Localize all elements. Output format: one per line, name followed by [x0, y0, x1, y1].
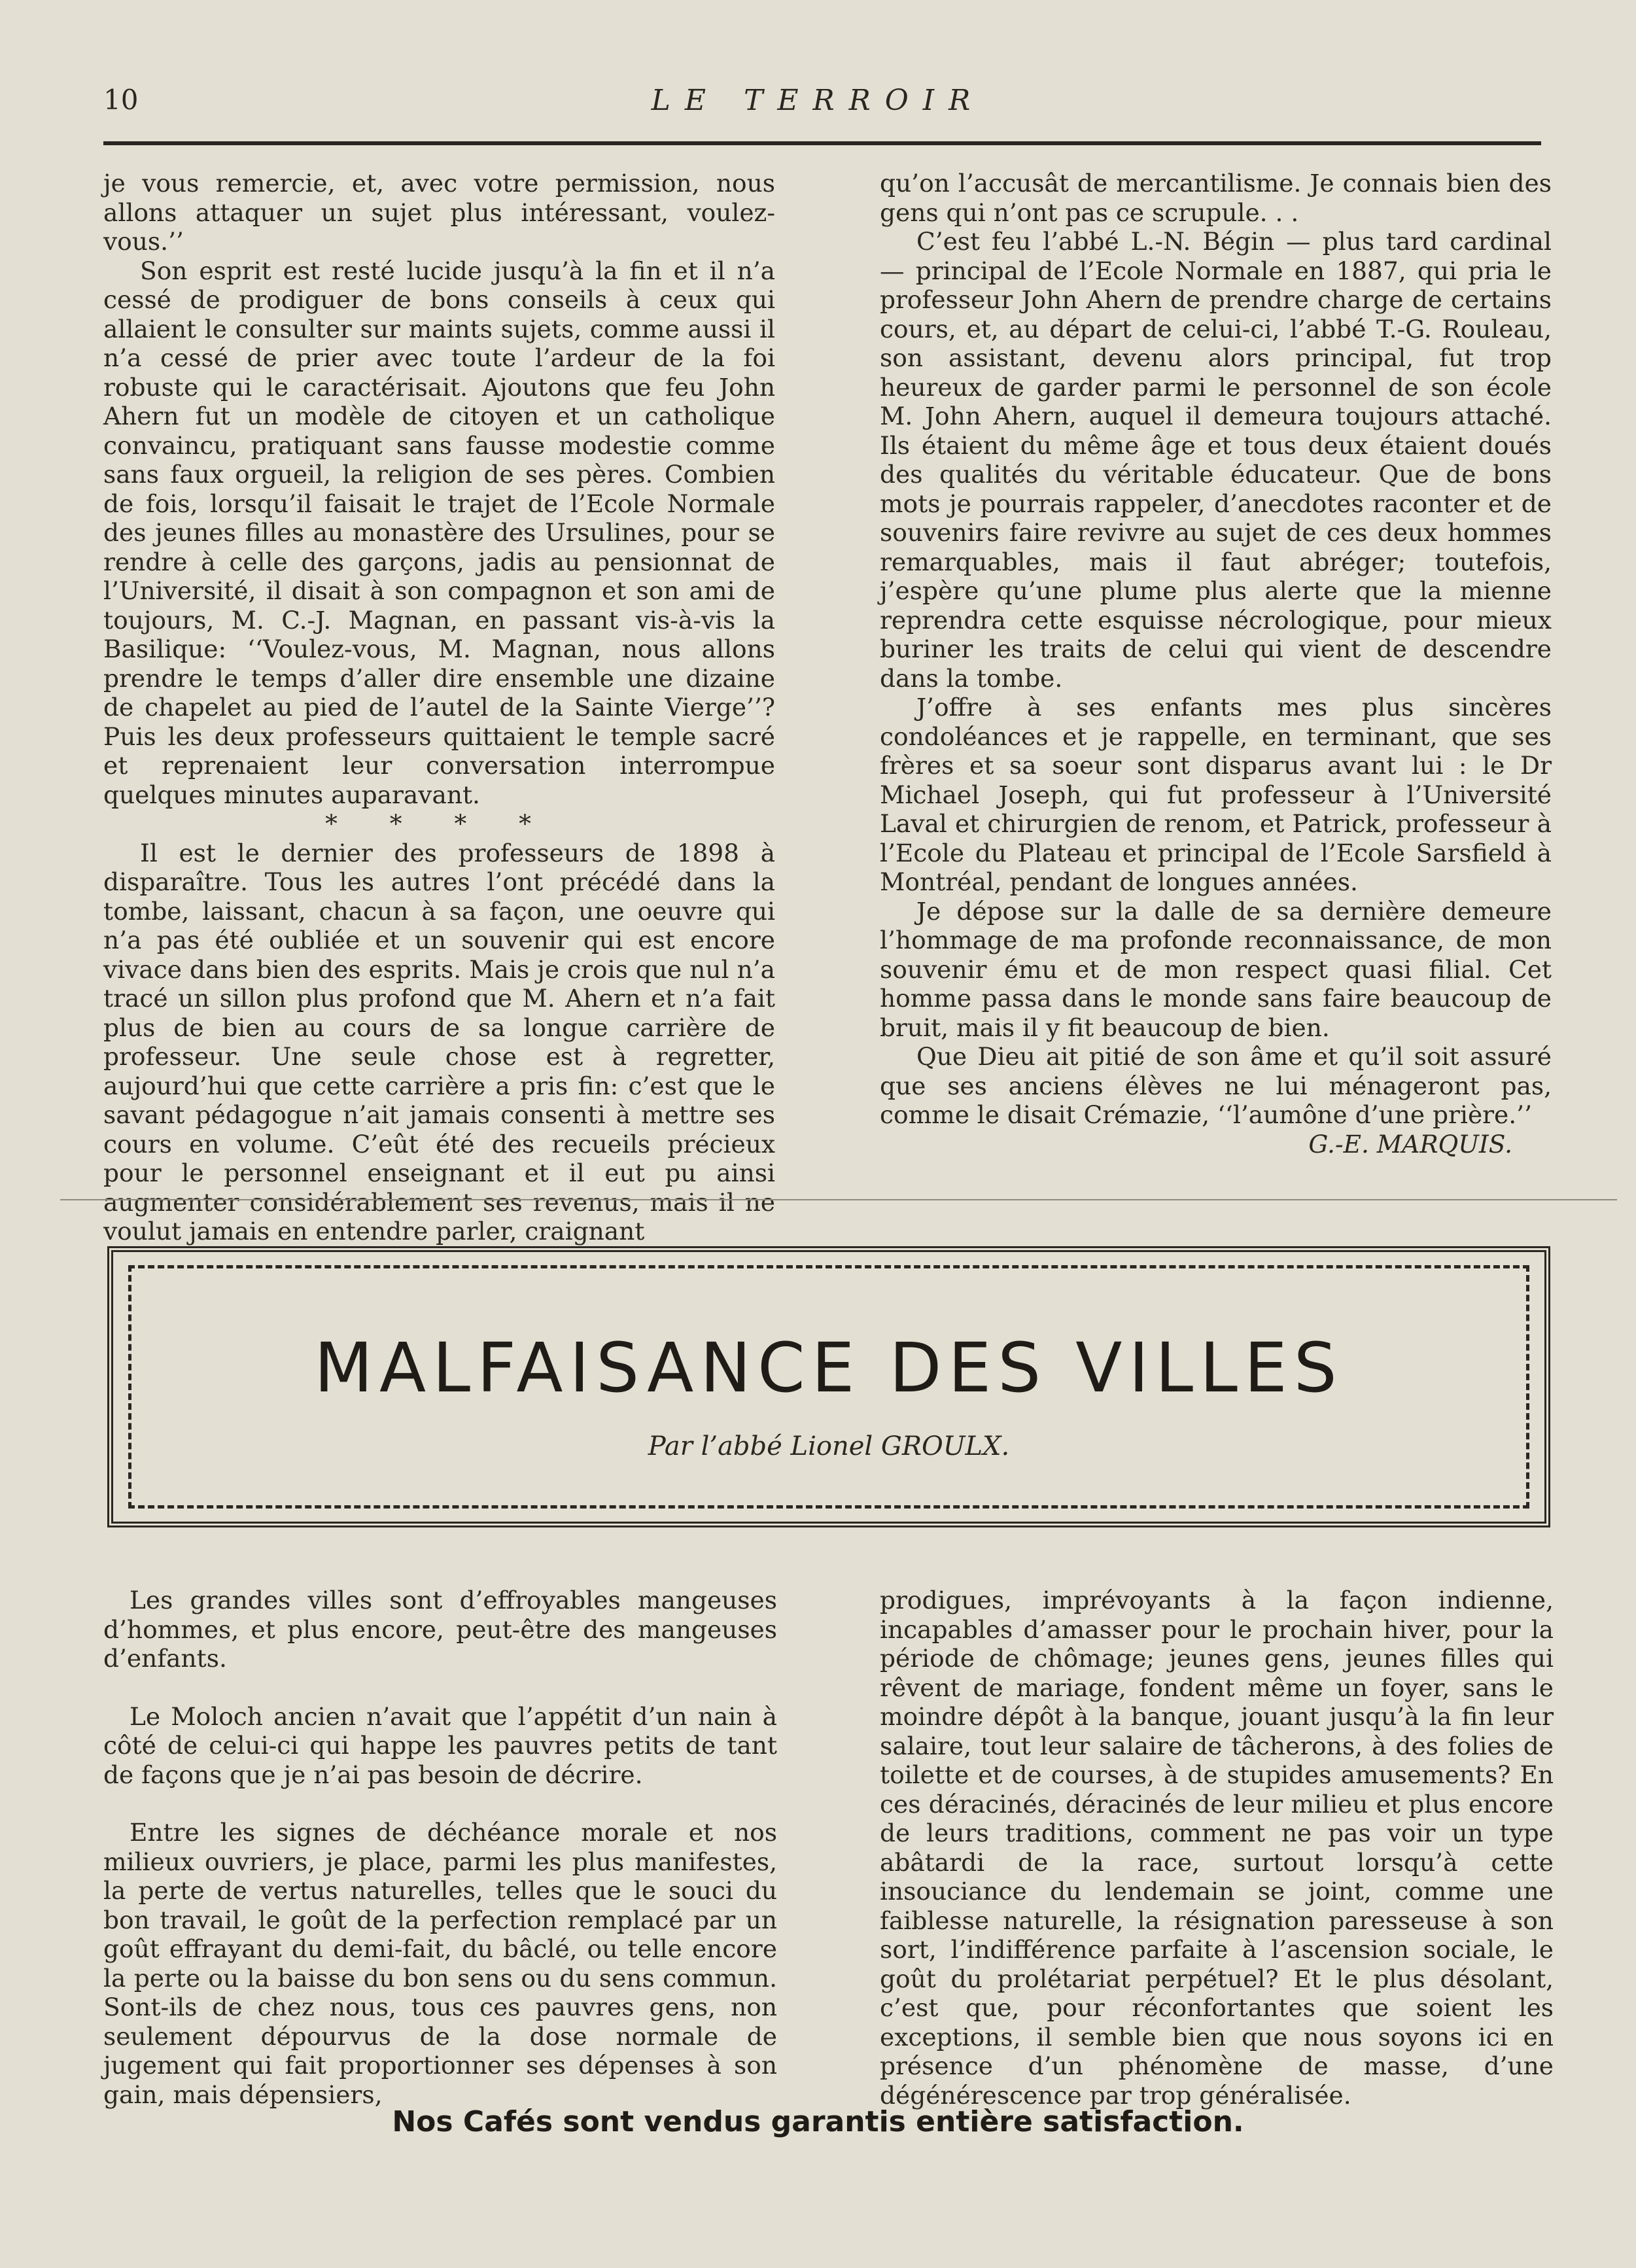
running-head: LE TERROIR: [651, 84, 985, 117]
paragraph: je vous remercie, et, avec votre permission, nous allons attaquer un sujet plus intéressant, voulez-vous.’’: [103, 169, 775, 256]
article-byline: Par l’abbé Lionel GROULX.: [648, 1431, 1010, 1461]
article1-column-right: [880, 169, 1552, 1159]
paragraph: Il est le dernier des professeurs de 1898 à disparaître. Tous les autres l’ont précédé dans la tombe, laissant, chacun à sa façon, une oeuvre qui n’a pas été oubliée et un souvenir qui est encore vivace dans bien des esprits. Mais je crois que nul n’a tracé un sillon plus profond que M. Ahern et n’a fait plus de bien au cours de sa longue carrière de professeur. Une seule chose est à regretter, aujourd’hui que cette carrière a pris fin: c’est que le savant pédagogue n’ait jamais consenti à mettre ses cours en volume. C’eût été des recueils précieux pour le personnel enseignant et il eut pu ainsi augmenter considérablement ses revenus, mais il ne voulut jamais en entendre parler, craignant: [103, 838, 775, 1246]
article2-column-right: [880, 1586, 1554, 2110]
paragraph: Entre les signes de déchéance morale et nos milieux ouvriers, je place, parmi les plus manifestes, la perte de vertus naturelles, telles que le souci du bon travail, le goût de la perfection remplacé par un goût effrayant du demi-fait, du bâclé, ou telle encore la perte ou la baisse du bon sens ou du sens commun. Sont-ils de chez nous, tous ces pauvres gens, non seulement dépourvus de la dose normale de jugement qui fait proportionner ses dépenses à son gain, mais dépensiers,: [103, 1818, 777, 2109]
paragraph: Les grandes villes sont d’effroyables mangeuses d’hommes, et plus encore, peut-être des mangeuses d’enfants.: [103, 1586, 777, 1673]
paragraph: prodigues, imprévoyants à la façon indienne, incapables d’amasser pour le prochain hiver, pour la période de chômage; jeunes gens, jeunes filles qui rêvent de mariage, fondent même un foyer, sans le moindre dépôt à la banque, jouant jusqu’à la fin leur salaire, tout leur salaire de tâcherons, à des folies de toilette et de courses, à de stupides amusements? En ces déracinés, déracinés de leur milieu et plus encore de leurs traditions, comment ne pas voir un type abâtardi de la race, surtout lorsqu’à cette insouciance du lendemain se joint, comme une faiblesse naturelle, la résignation paresseuse à son sort, l’indifférence parfaite à l’ascension sociale, le goût du prolétariat perpétuel? Et le plus désolant, c’est que, pour réconfortantes que soient les exceptions, il semble bien que nous soyons ici en présence d’un phénomène de masse, d’une dégénérescence par trop généralisée.: [880, 1586, 1554, 2110]
article1-column-left: [103, 169, 775, 1246]
paragraph: qu’on l’accusât de mercantilisme. Je connais bien des gens qui n’ont pas ce scrupule. . .: [880, 169, 1552, 227]
article-title: MALFAISANCE DES VILLES: [314, 1328, 1344, 1408]
paragraph: Que Dieu ait pitié de son âme et qu’il soit assuré que ses anciens élèves ne lui ménageront pas, comme le disait Crémazie, ‘‘l’aumône d’une prière.’’: [880, 1042, 1552, 1129]
paragraph: Son esprit est resté lucide jusqu’à la fin et il n’a cessé de prodiguer de bons conseils à ceux qui allaient le consulter sur maints sujets, comme aussi il n’a cessé de prier avec toute l’ardeur de la foi robuste qui le caractérisait. Ajoutons que feu John Ahern fut un modèle de citoyen et un catholique convaincu, pratiquant sans fausse modestie comme sans faux orgueil, la religion de ses pères. Combien de fois, lorsqu’il faisait le trajet de l’Ecole Normale des jeunes filles au monastère des Ursulines, pour se rendre à celle des garçons, jadis au pensionnat de l’Université, il disait à son compagnon et son ami de toujours, M. C.-J. Magnan, en passant vis-à-vis la Basilique: ‘‘Voulez-vous, M. Magnan, nous allons prendre le temps d’aller dire ensemble une dizaine de chapelet au pied de l’autel de la Sainte Vierge’’? Puis les deux professeurs quittaient le temple sacré et reprenaient leur conversation interrompue quelques minutes auparavant.: [103, 256, 775, 809]
paragraph: J’offre à ses enfants mes plus sincères condoléances et je rappelle, en terminant, que ses frères et sa soeur sont disparus avant lui : le Dr Michael Joseph, qui fut professeur à l’Université Laval et chirurgien de renom, et Patrick, professeur à l’Ecole du Plateau et principal de l’Ecole Sarsfield à Montréal, pendant de longues années.: [880, 693, 1552, 896]
paragraph: Le Moloch ancien n’avait que l’appétit d’un nain à côté de celui-ci qui happe les pauvres petits de tant de façons que je n’ai pas besoin de décrire.: [103, 1701, 777, 1789]
section-break: * * * *: [325, 809, 553, 838]
footer-advert: Nos Cafés sont vendus garantis entière satisfaction.: [392, 2105, 1244, 2138]
author-signature: G.-E. MARQUIS.: [1308, 1129, 1512, 1159]
paragraph: Je dépose sur la dalle de sa dernière demeure l’hommage de ma profonde reconnaissance, de mon souvenir ému et de mon respect quasi filial. Cet homme passa dans le monde sans faire beaucoup de bruit, mais il y fit beaucoup de bien.: [880, 896, 1552, 1042]
section-divider: [60, 1199, 1617, 1200]
article2-column-left: [103, 1586, 777, 2138]
paragraph: C’est feu l’abbé L.-N. Bégin — plus tard cardinal — principal de l’Ecole Normale en 1887, qui pria le professeur John Ahern de prendre charge de certains cours, et, au départ de celui-ci, l’abbé T.-G. Rouleau, son assistant, devenu alors principal, fut trop heureux de garder parmi le personnel de son école M. John Ahern, auquel il demeura toujours attaché. Ils étaient du même âge et tous deux étaient doués des qualités du véritable éducateur. Que de bons mots je pourrais rappeler, d’anecdotes raconter et de souvenirs faire revivre au sujet de ces deux hommes remarquables, mais il faut abréger; toutefois, j’espère qu’une plume plus alerte que la mienne reprendra cette esquisse nécrologique, pour mieux buriner les traits de celui qui vient de descendre dans la tombe.: [880, 227, 1552, 693]
header-rule: [103, 141, 1541, 145]
page-number: 10: [103, 84, 139, 116]
